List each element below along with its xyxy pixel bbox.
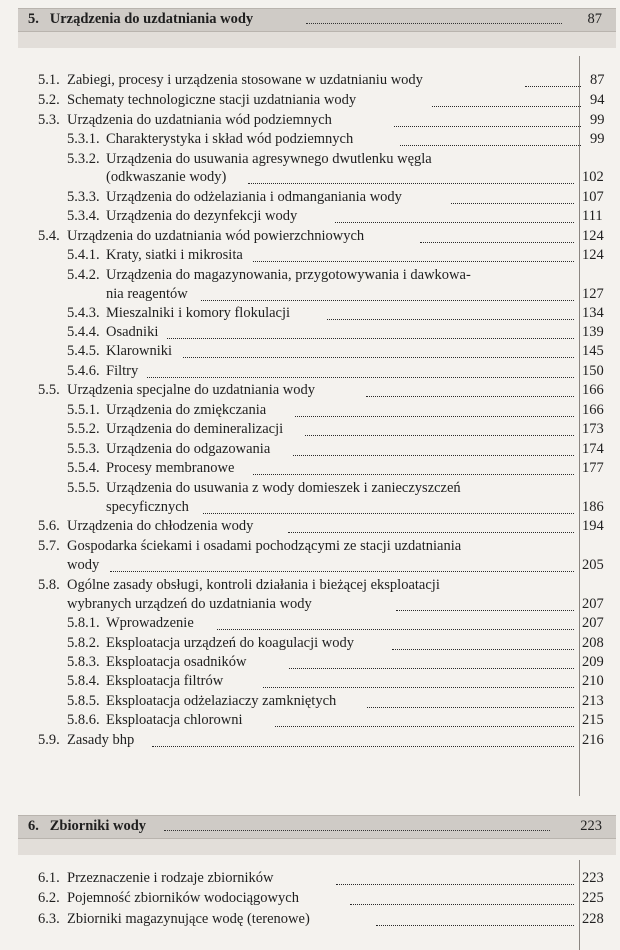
heading-band bbox=[18, 32, 616, 48]
chapter-page: 87 bbox=[587, 11, 602, 27]
chapter-number: 6. bbox=[28, 818, 39, 834]
leader-dots bbox=[306, 18, 562, 24]
chapter-page: 223 bbox=[580, 818, 602, 834]
chapter-heading bbox=[18, 815, 616, 839]
heading-band bbox=[18, 839, 616, 855]
column-rule bbox=[579, 56, 580, 796]
column-rule bbox=[579, 860, 580, 950]
chapter-number: 5. bbox=[28, 11, 39, 27]
chapter-heading bbox=[18, 8, 616, 32]
leader-dots bbox=[164, 825, 550, 831]
chapter-title: Urządzenia do uzdatniania wody bbox=[49, 11, 254, 27]
chapter-title: Zbiorniki wody bbox=[49, 818, 147, 834]
